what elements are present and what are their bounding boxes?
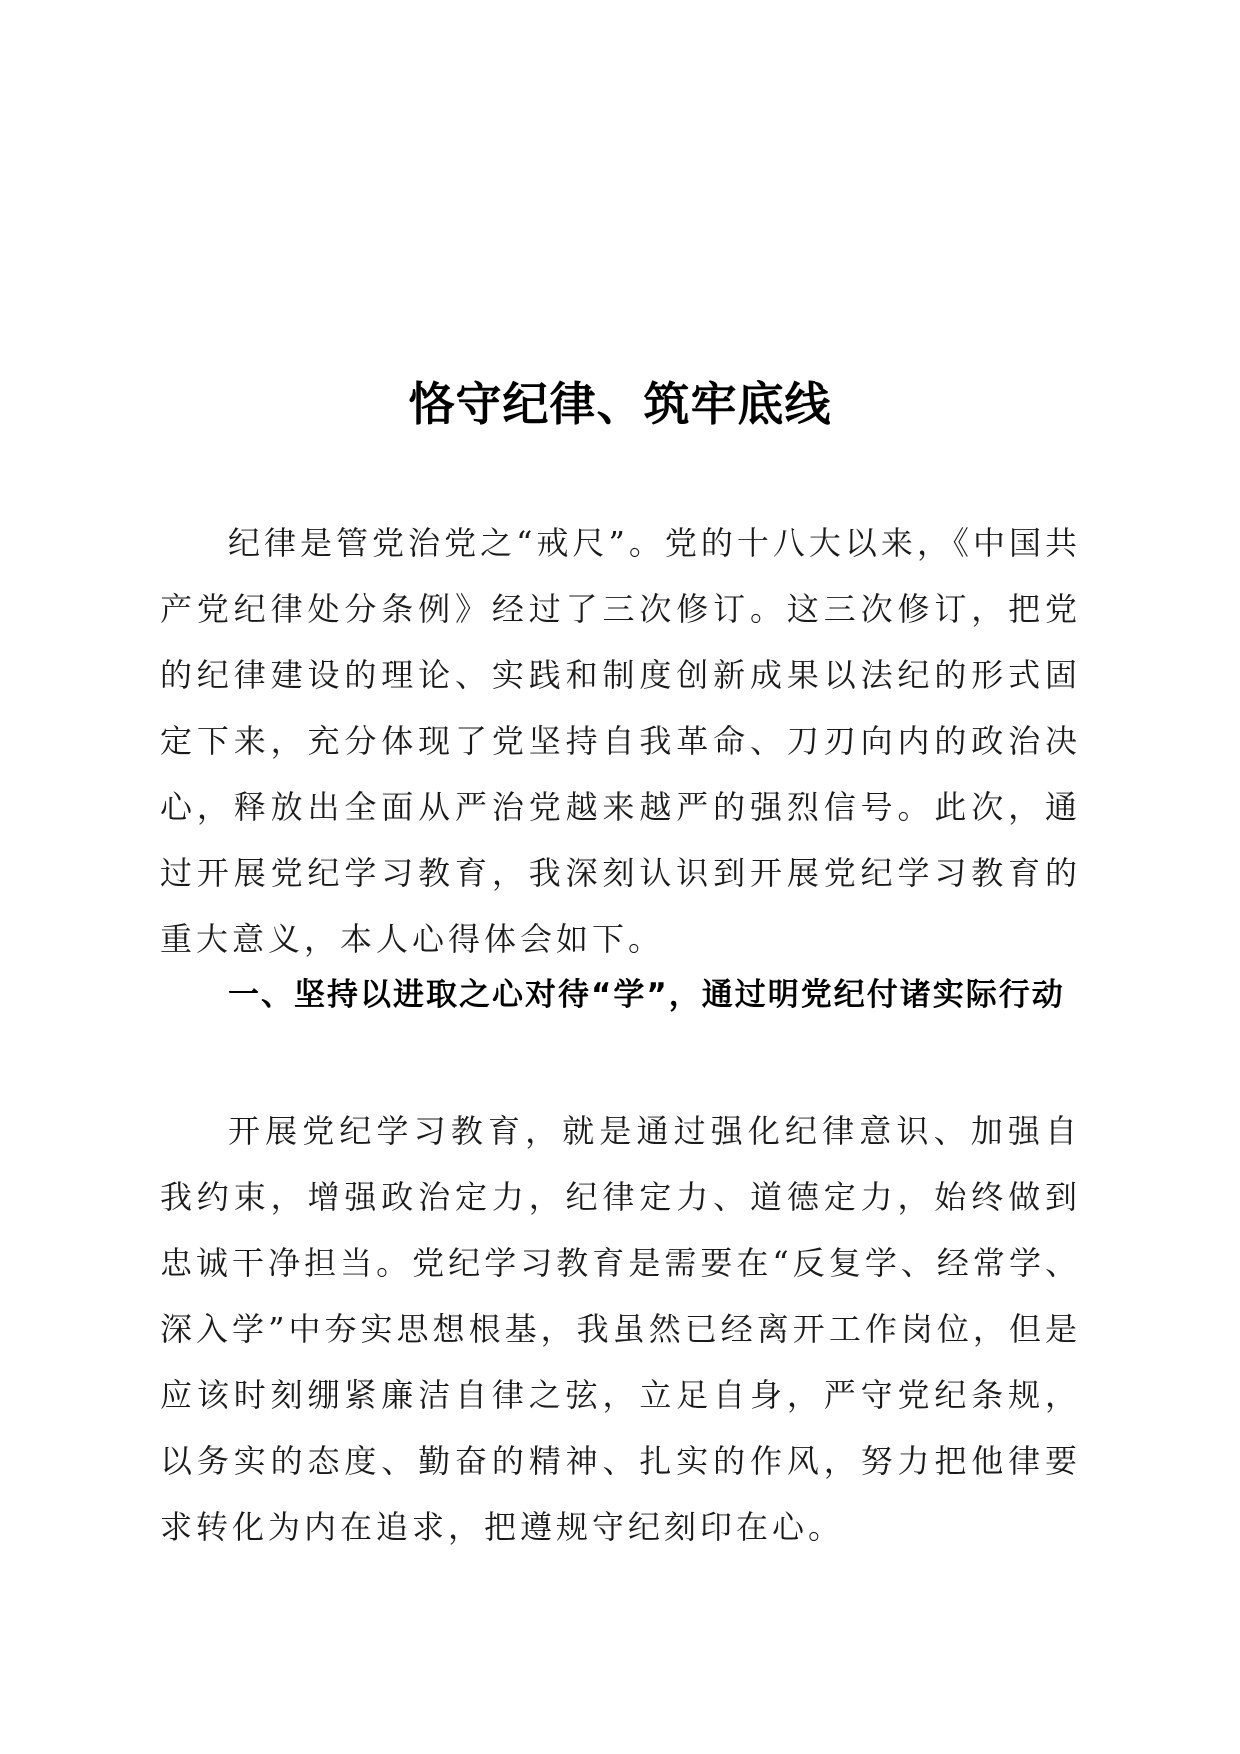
section-paragraph: 开展党纪学习教育，就是通过强化纪律意识、加强自我约束，增强政治定力，纪律定力、道德定力，始终做到忠诚干净担当。党纪学习教育是需要在“反复学、经常学、深入学”中夯实思想根基，我虽然已经离开工作岗位，但是应该时刻绷紧廉洁自律之弦，立足自身，严守党纪条规，以务实的态度、勤奋的精神、扎实的作风，努力把他律要求转化为内在追求，把遵规守纪刻印在心。: [160, 1112, 1081, 1546]
section-heading: 一、坚持以进取之心对待“学”，通过明党纪付诸实际行动: [228, 977, 1065, 1013]
intro-paragraph: 纪律是管党治党之“戒尺”。党的十八大以来，《中国共产党纪律处分条例》经过了三次修订。这三次修订，把党的纪律建设的理论、实践和制度创新成果以法纪的形式固定下来，充分体现了党坚持自我革命、刀刃向内的政治决心，释放出全面从严治党越来越严的强烈信号。此次，通过开展党纪学习教育，我深刻认识到开展党纪学习教育的重大意义，本人心得体会如下。: [160, 524, 1081, 958]
document-title: 恪守纪律、筑牢底线: [408, 377, 832, 431]
